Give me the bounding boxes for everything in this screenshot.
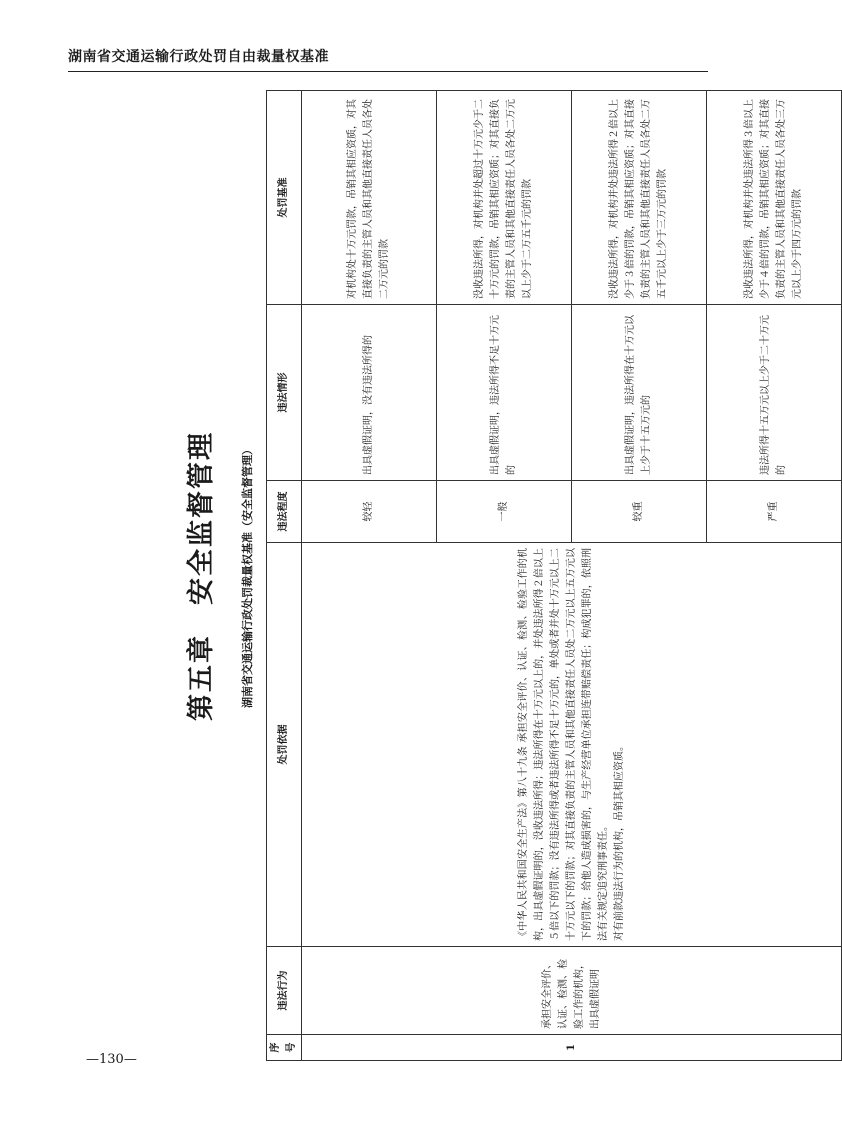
cell-situation: 出具虚假证明，没有违法所得的 bbox=[302, 305, 437, 481]
cell-standard: 没收违法所得，对机构并处违法所得２倍以上少于３倍的罚款，吊销其相应资质；对其直接负责的主管人员和其他直接责任人员各处二万五千元以上少于三万元的罚款 bbox=[572, 91, 707, 305]
cell-basis bbox=[302, 543, 842, 947]
cell-seq: 1 bbox=[302, 1035, 842, 1061]
basis-paragraph-1: 《中华人民共和国安全生产法》第八十九条 承担安全评价、认证、检测、检验工作的机构，出具虚假证明的，没收违法所得；违法所得在十万元以上的，并处违法所得２倍以上５倍以下的罚款；没有违法所得或者违法所得不足十万元的，单处或者并处十万元以上二十万元以下的罚款；对其直接负责的主管人员和其他直接责任人员处二万元以上五万元以下的罚款；给他人造成损害的，与生产经营单位承担连带赔偿责任；构成犯罪的，依照刑法有关规定追究刑事责任。 bbox=[517, 548, 609, 941]
header-rule bbox=[68, 71, 708, 72]
cell-situation: 出具虚假证明，违法所得在十万元以上少于十五万元的 bbox=[572, 305, 707, 481]
rotated-page-content bbox=[182, 91, 803, 1061]
cell-act: 承担安全评价、认证、检测、检验工作的机构，出具虚假证明 bbox=[302, 947, 842, 1035]
cell-situation: 违法所得十五万元以上少于二十万元的 bbox=[707, 305, 842, 481]
basis-paragraph-2: 对有前款违法行为的机构，吊销其相应资质。 bbox=[613, 741, 625, 941]
table-header-row bbox=[267, 91, 302, 1061]
cell-situation: 出具虚假证明，违法所得不足十万元的 bbox=[437, 305, 572, 481]
cell-degree: 一般 bbox=[437, 481, 572, 543]
cell-standard: 没收违法所得，对机构并处违法所得３倍以上少于４倍的罚款，吊销其相应资质；对其直接负责的主管人员和其他直接责任人员各处三万元以上少于四万元的罚款 bbox=[707, 91, 842, 305]
cell-standard: 没收违法所得，对机构并处超过十万元少于二十万元的罚款，吊销其相应资质；对其直接负责的主管人员和其他直接责任人员各处二万元以上少于二万五千元的罚款 bbox=[437, 91, 572, 305]
penalty-standard-table bbox=[266, 90, 842, 1061]
col-header-seq: 序号 bbox=[267, 1035, 302, 1061]
col-header-standard: 处罚基准 bbox=[267, 91, 302, 305]
table-row bbox=[302, 91, 437, 1061]
page-number: —130— bbox=[86, 1052, 137, 1067]
cell-standard: 对机构处十万元罚款，吊销其相应资质，对其直接负责的主管人员和其他直接责任人员各处二万元的罚款 bbox=[302, 91, 437, 305]
cell-degree: 较重 bbox=[572, 481, 707, 543]
col-header-degree: 违法程度 bbox=[267, 481, 302, 543]
col-header-act: 违法行为 bbox=[267, 947, 302, 1035]
chapter-title: 第五章 安全监督管理 bbox=[186, 431, 217, 721]
table-subtitle: 湖南省交通运输行政处罚裁量权基准（安全监督管理） bbox=[241, 444, 254, 708]
col-header-situation: 违法情形 bbox=[267, 305, 302, 481]
cell-degree: 严重 bbox=[707, 481, 842, 543]
running-header: 湖南省交通运输行政处罚自由裁量权基准 bbox=[68, 49, 329, 65]
col-header-basis: 处罚依据 bbox=[267, 543, 302, 947]
cell-degree: 较轻 bbox=[302, 481, 437, 543]
